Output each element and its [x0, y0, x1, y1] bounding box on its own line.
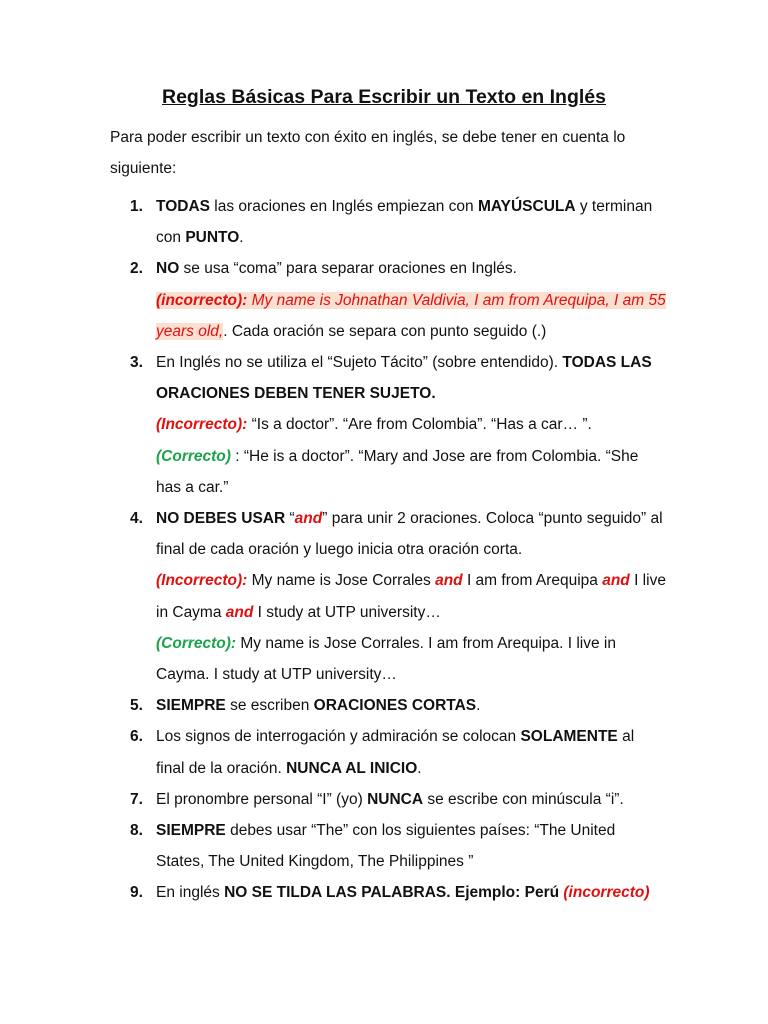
bold-text: TODAS — [156, 198, 210, 215]
incorrect-label: (Incorrecto): — [156, 416, 248, 434]
item-text: . — [417, 759, 422, 777]
bold-text: NO — [156, 260, 180, 278]
correct-label: (Correcto): — [156, 634, 237, 652]
list-item — [0, 347, 666, 503]
item-text: El pronombre personal “I” (yo) — [156, 790, 368, 808]
item-text: se escribe con minúscula “i”. — [423, 790, 624, 808]
list-item — [0, 503, 666, 690]
item-text: las oraciones en Inglés empiezan con — [209, 198, 478, 215]
item-text: se usa “coma” para separar oraciones en Inglés. — [179, 260, 517, 278]
item-text: y terminan con — [156, 198, 653, 247]
item-number: 7. — [130, 790, 143, 808]
example-text: I live in Cayma — [156, 572, 666, 621]
item-number: 1. — [130, 198, 143, 215]
item-text: Los signos de interrogación y admiración se colocan — [156, 728, 521, 746]
example-text: I study at UTP university… — [253, 603, 441, 621]
item-text: para unir 2 oraciones. Coloca “punto seguido” al final de cada oración y luego inicia otra oración corta. — [156, 510, 663, 559]
item-text: . — [476, 697, 481, 715]
list-item — [0, 877, 666, 908]
list-item — [0, 815, 666, 877]
bold-text: NUNCA — [367, 790, 424, 808]
item-number: 8. — [130, 822, 143, 840]
bold-text: SIEMPRE — [156, 822, 226, 840]
list-item — [0, 253, 666, 347]
and-word: and — [294, 510, 323, 528]
and-word: and — [225, 603, 254, 621]
bold-text: SOLAMENTE — [520, 728, 618, 746]
example-text: I am from Arequipa — [462, 572, 603, 590]
example-text: : “He is a doctor”. “Mary and Jose are from Colombia. “She has a car.” — [156, 447, 639, 496]
example-text: “Is a doctor”. “Are from Colombia”. “Has a car… ”. — [247, 416, 592, 434]
bold-text: MAYÚSCULA — [477, 198, 576, 215]
page-title: Reglas Básicas Para Escribir un Texto en Inglés — [162, 86, 606, 108]
example-text: My name is Jose Corrales. I am from Arequipa. I live in Cayma. I study at UTP university… — [156, 634, 616, 684]
item-text: . — [239, 229, 244, 247]
list-item — [0, 784, 666, 815]
item-text: debes usar “The” con los siguientes países: “The United States, The United Kingdom, The Philippines ” — [156, 822, 616, 871]
bold-text: PUNTO — [185, 229, 240, 247]
item-text: ” — [322, 510, 328, 528]
bold-text: NUNCA AL INICIO — [286, 759, 418, 777]
bold-text: TODAS LAS ORACIONES DEBEN TENER SUJETO. — [156, 354, 652, 403]
item-text: En inglés — [156, 884, 225, 902]
item-number: 6. — [130, 728, 143, 746]
incorrect-label: (incorrecto) — [563, 884, 650, 902]
item-number: 3. — [130, 354, 143, 372]
list-item — [0, 191, 666, 253]
bold-text: NO DEBES USAR — [156, 510, 286, 528]
bold-text: SIEMPRE — [156, 697, 226, 715]
list-item — [0, 721, 666, 783]
item-text: al final de la oración. — [156, 728, 635, 777]
rules-list — [0, 191, 768, 909]
bold-text: ORACIONES CORTAS — [313, 697, 477, 715]
bold-text: NO SE TILDA LAS PALABRAS. Ejemplo: Perú — [224, 884, 560, 902]
item-number: 4. — [130, 510, 143, 528]
incorrect-label: (incorrecto): — [156, 291, 248, 309]
item-number: 9. — [130, 884, 143, 902]
item-text: . Cada oración se separa con punto seguido (.) — [223, 322, 547, 340]
item-text: “ — [285, 510, 295, 528]
item-number: 5. — [130, 697, 143, 715]
item-text: En Inglés no se utiliza el “Sujeto Tácito” (sobre entendido). — [156, 354, 563, 372]
item-number: 2. — [130, 260, 143, 278]
example-text: My name is Jose Corrales — [247, 572, 436, 590]
and-word: and — [602, 572, 630, 590]
list-item — [0, 690, 666, 721]
incorrect-label: (Incorrecto): — [156, 572, 248, 590]
and-word: and — [435, 572, 463, 590]
item-text: se escriben — [225, 697, 314, 715]
intro-paragraph: Para poder escribir un texto con éxito en inglés, se debe tener en cuenta lo siguiente: — [110, 129, 626, 177]
example-text: My name is Johnathan Valdivia, I am from Arequipa, I am 55 years old, — [156, 291, 666, 340]
correct-label: (Correcto) — [156, 447, 231, 465]
